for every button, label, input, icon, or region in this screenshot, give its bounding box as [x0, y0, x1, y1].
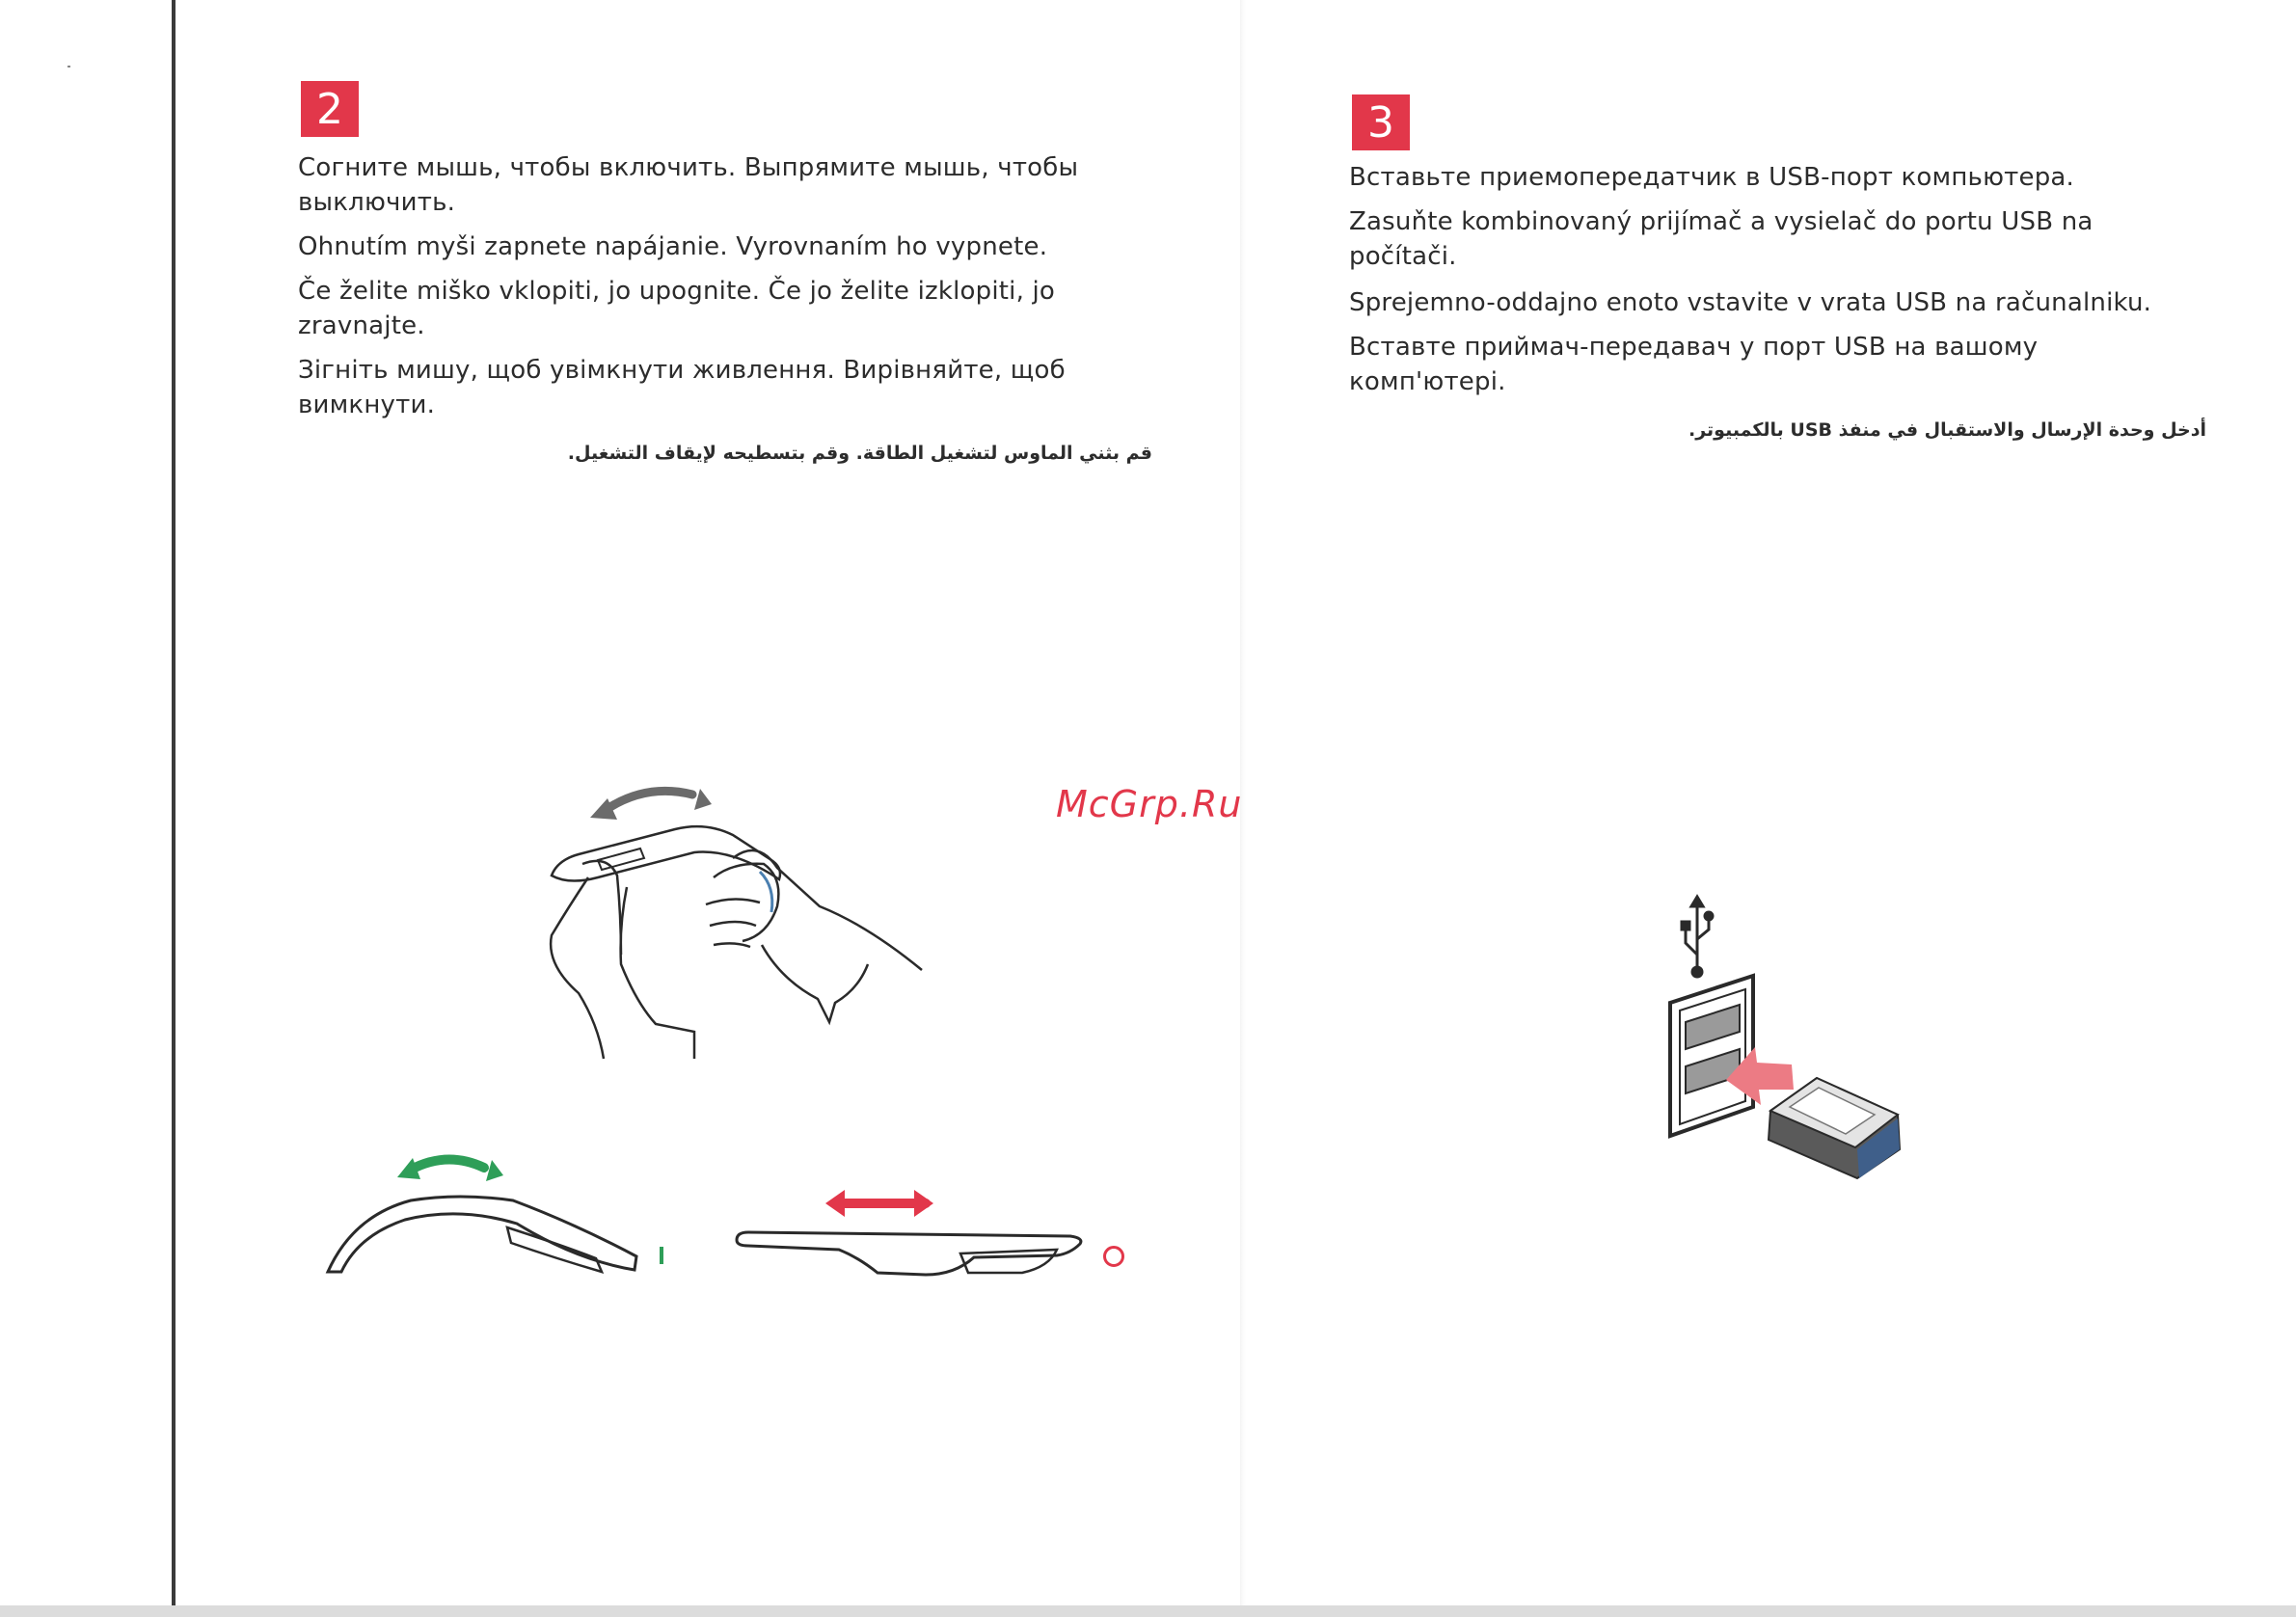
- instruction-sk: Zasuňte kombinovaný prijímač a vysielač do portu USB na počítači.: [1349, 207, 2093, 271]
- instruction-sk: Ohnutím myši zapnete napájanie. Vyrovnaním ho vypnete.: [298, 232, 1048, 261]
- instruction-ar: قم بثني الماوس لتشغيل الطاقة. وقم بتسطيحه لإيقاف التشغيل.: [567, 443, 1152, 464]
- usb-insert-illustration: [1659, 897, 1909, 1186]
- scan-speck: [68, 66, 70, 67]
- usb-port: [1670, 976, 1753, 1136]
- instruction-sl: Če želite miško vklopiti, jo upognite. Če jo želite izklopiti, jo zravnajte.: [298, 277, 1056, 340]
- instruction-ru: Вставьте приемопередатчик в USB-порт компьютера.: [1349, 163, 2074, 192]
- power-on-line-icon: [660, 1247, 663, 1264]
- instruction-ar: أدخل وحدة الإرسال والاستقبال في منفذ USB بالكمبيوتر.: [1688, 419, 2206, 441]
- flat-mouse-off-illustration: [733, 1186, 1090, 1282]
- rotate-arrow-icon: [606, 791, 692, 810]
- usb-transceiver: [1769, 1078, 1900, 1178]
- bottom-edge: [0, 1605, 2296, 1617]
- instruction-uk: Вставте приймач-передавач у порт USB на вашому комп'ютері.: [1349, 333, 2039, 396]
- instruction-ru: Согните мышь, чтобы включить. Выпрямите мышь, чтобы выключить.: [298, 153, 1079, 217]
- power-off-circle-icon: [1103, 1246, 1124, 1267]
- step-badge-3: 3: [1352, 94, 1410, 150]
- instruction-sl: Sprejemno-oddajno enoto vstavite v vrata USB na računalniku.: [1349, 288, 2152, 317]
- instruction-uk: Зігніть мишу, щоб увімкнути живлення. Вирівняйте, щоб вимкнути.: [298, 356, 1066, 419]
- binding-line: [172, 0, 176, 1605]
- bend-arrow-icon: [411, 1159, 484, 1170]
- step-badge-2: 2: [301, 81, 359, 137]
- usb-symbol-icon: [1682, 897, 1713, 977]
- bent-mouse-on-illustration: [324, 1143, 652, 1282]
- hands-bending-mouse-illustration: [540, 771, 945, 1070]
- watermark: McGrp.Ru: [1056, 783, 1243, 825]
